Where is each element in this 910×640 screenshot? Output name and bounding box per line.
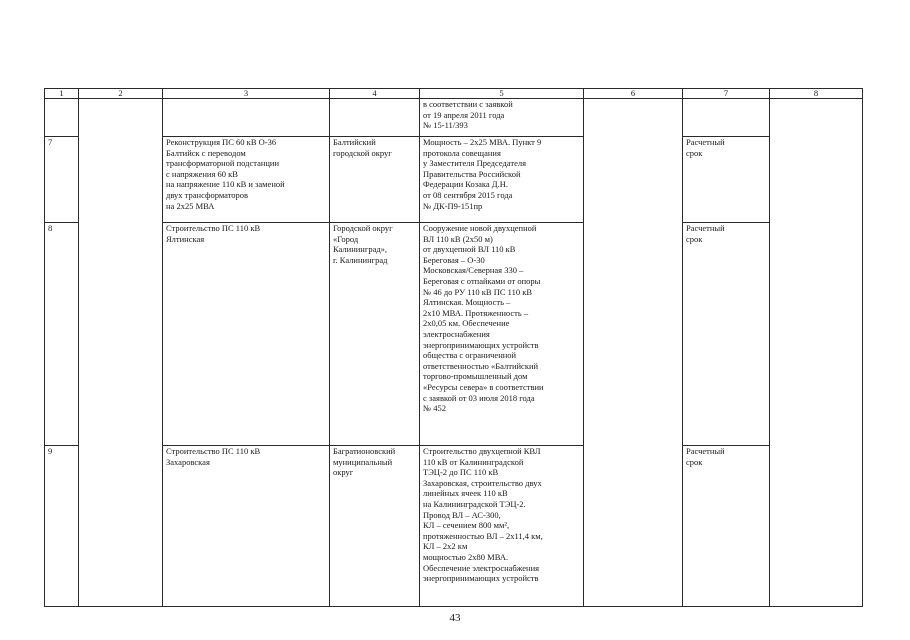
table-cell xyxy=(163,99,330,137)
table-row xyxy=(45,223,863,446)
location-cell: Городской округ «Город Калининград», г. Калининград xyxy=(330,223,420,446)
column-number: 5 xyxy=(420,89,584,99)
table-cell xyxy=(584,99,683,607)
row-number: 8 xyxy=(45,223,79,446)
row-number: 7 xyxy=(45,137,79,223)
table-cell xyxy=(330,99,420,137)
column-number: 8 xyxy=(770,89,863,99)
continuation-row xyxy=(45,99,863,137)
column-number: 3 xyxy=(163,89,330,99)
object-name-cell: Строительство ПС 110 кВ Захаровская xyxy=(163,446,330,607)
table-cell xyxy=(45,99,79,137)
column-number-row xyxy=(45,89,863,99)
table-cell xyxy=(770,99,863,607)
description-cell: Мощность – 2х25 МВА. Пункт 9 протокола совещания у Заместителя Председателя Правительства Российской Федерации Козака Д.Н. от 08 сентября 2015 года № ДК-П9-151пр xyxy=(420,137,584,223)
description-cell: Сооружение новой двухцепной ВЛ 110 кВ (2х50 м) от двухцепной ВЛ 110 кВ Береговая – О-30 Московская/Северная 330 – Береговая с отпайками от опоры № 46 до РУ 110 кВ ПС 110 кВ Ялтинская. Мощность – 2х10 МВА. Протяженность – 2х0,05 км. Обеспечение электроснабжения энергопринимающих устройств общества с ограниченной ответственностью «Балтийский торгово-промышленный дом «Ресурсы севера» в соответствии с заявкой от 03 июля 2018 года № 452 xyxy=(420,223,584,446)
table-row xyxy=(45,137,863,223)
object-name-cell: Строительство ПС 110 кВ Ялтинская xyxy=(163,223,330,446)
object-name-cell: Реконструкция ПС 60 кВ О-36 Балтийск с переводом трансформаторной подстанции с напряжения 60 кВ на напряжение 110 кВ и заменой двух трансформаторов на 2х25 МВА xyxy=(163,137,330,223)
column-number: 4 xyxy=(330,89,420,99)
location-cell: Балтийский городской округ xyxy=(330,137,420,223)
description-cell xyxy=(420,99,584,137)
column-number: 6 xyxy=(584,89,683,99)
column-number: 7 xyxy=(683,89,770,99)
table-row xyxy=(45,446,863,607)
column-number: 2 xyxy=(79,89,163,99)
page-number: 43 xyxy=(449,612,461,624)
column-number: 1 xyxy=(45,89,79,99)
row-number: 9 xyxy=(45,446,79,607)
table-cell xyxy=(683,99,770,137)
term-cell: Расчетный срок xyxy=(683,223,770,446)
term-cell: Расчетный срок xyxy=(683,446,770,607)
location-cell: Багратионовский муниципальный округ xyxy=(330,446,420,607)
description-cell: Строительство двухцепной КВЛ 110 кВ от Калининградской ТЭЦ-2 до ПС 110 кВ Захаровская, строительство двух линейных ячеек 110 кВ на Калининградской ТЭЦ-2. Провод ВЛ – АС-300, КЛ – сечением 800 мм², протяженностью ВЛ – 2х11,4 км, КЛ – 2х2 км мощностью 2х80 МВА. Обеспечение электроснабжения энергопринимающих устройств xyxy=(420,446,584,607)
projects-table xyxy=(44,88,863,607)
term-cell: Расчетный срок xyxy=(683,137,770,223)
table-cell xyxy=(79,99,163,607)
description-text: в соответствии с заявкой от 19 апреля 2011 года № 15-11/393 xyxy=(423,99,513,131)
